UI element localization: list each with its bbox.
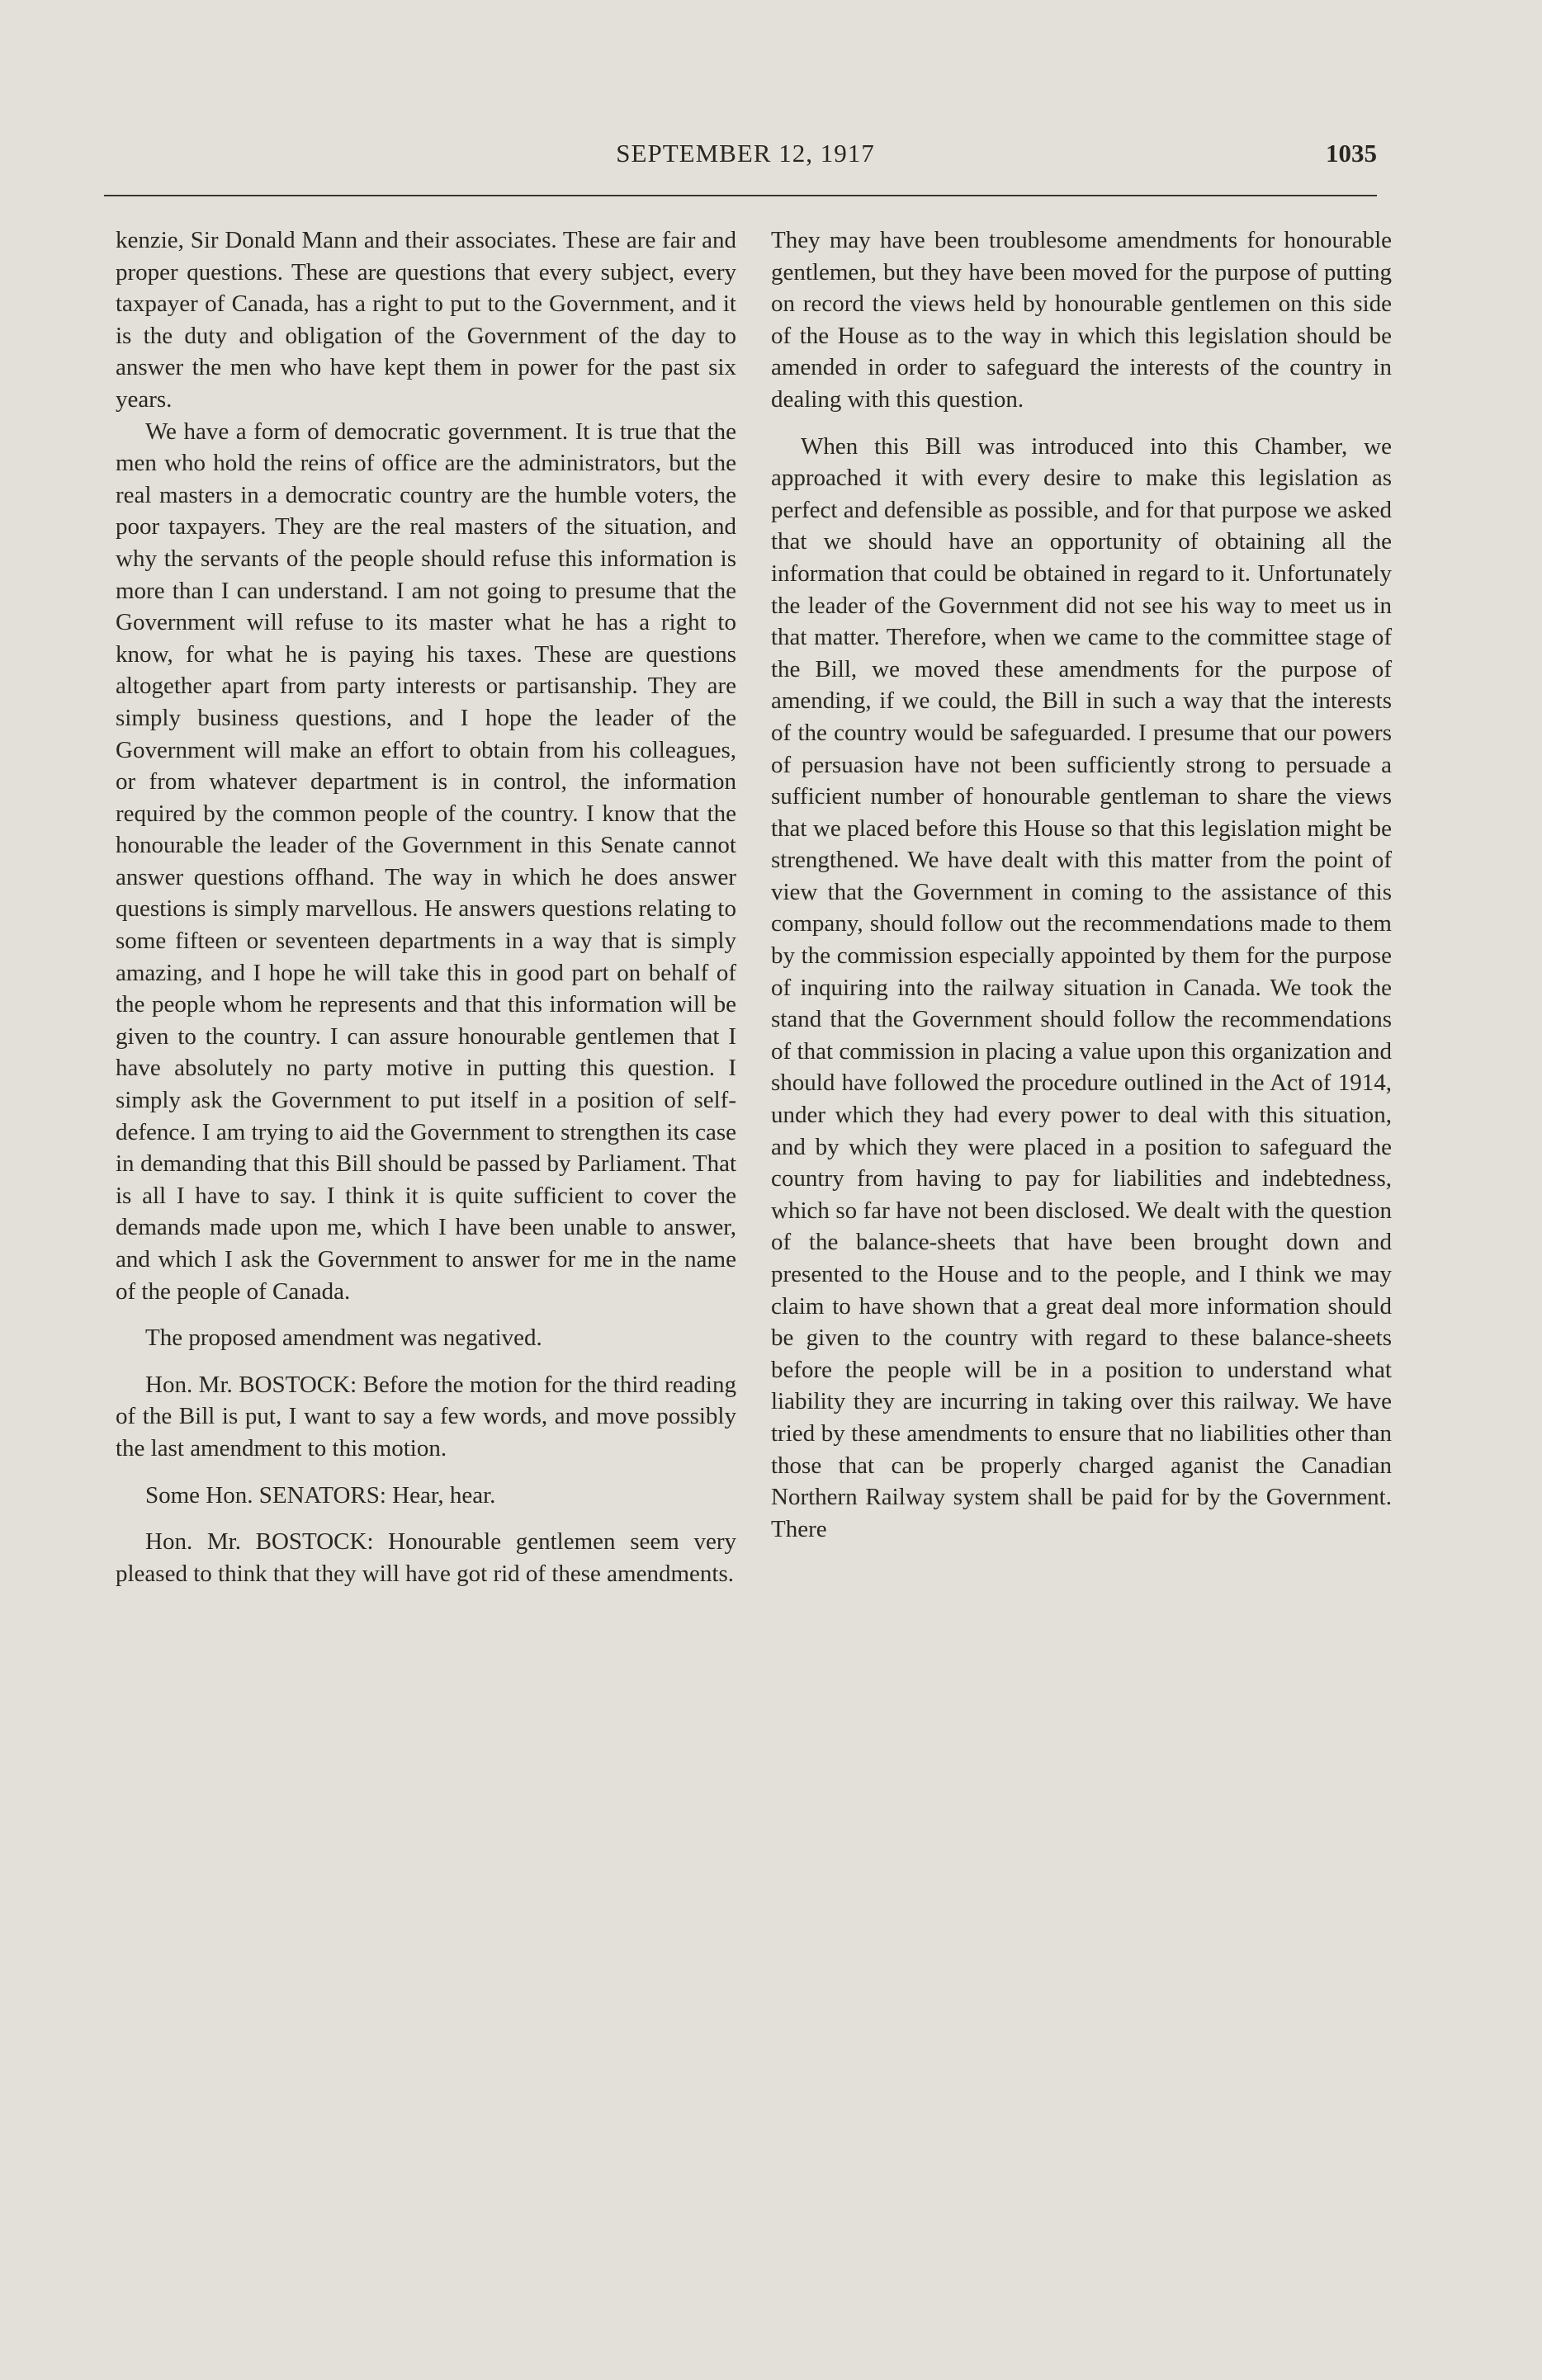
paragraph: The proposed amendment was negatived.	[145, 1325, 542, 1352]
paragraph: kenzie, Sir Donald Mann and their associates. These are fair and proper questions. These are questions that every subject, every taxpayer of Canada, has a right to put to the Government, and it is the duty and obligation of the Government of the day to answer the men who have kept them in power for the past six years.	[116, 227, 736, 413]
paragraph: They may have been troublesome amendments for honourable gentlemen, but they have been moved for the purpose of putting on record the views held by honourable gentlemen on this side of the House as to the way in which this legislation should be amended in order to safeguard the interests of the country in dealing with this question.	[771, 227, 1392, 413]
right-column	[771, 224, 1392, 1545]
header-rule	[104, 195, 1377, 196]
left-column	[116, 224, 736, 1589]
header-date: SEPTEMBER 12, 1917	[616, 139, 875, 168]
paragraph: Hon. Mr. BOSTOCK: Before the motion for the third reading of the Bill is put, I want to say a few words, and move possibly the last amendment to this motion.	[116, 1371, 736, 1462]
paragraph: Some Hon. SENATORS: Hear, hear.	[145, 1481, 496, 1509]
page-number: 1035	[1326, 139, 1377, 168]
page-header	[114, 139, 1377, 180]
paragraph: We have a form of democratic government. It is true that the men who hold the reins of office are the administrators, but the real masters in a democratic country are the humble voters, the poor taxpayers. They are the real masters of the situation, and why the servants of the people should refuse this information is more than I can understand. I am not going to presume that the Government will refuse to its master what he has a right to know, for what he is paying his taxes. These are questions altogether apart from party interests or partisanship. They are simply business questions, and I hope the leader of the Government will make an effort to obtain from his colleagues, or from whatever department is in control, the information required by the common people of the country. I know that the honourable the leader of the Government in this Senate cannot answer questions offhand. The way in which he does answer questions is simply marvellous. He answers questions relating to some fifteen or seventeen departments in a way that is simply amazing, and I hope he will take this in good part on behalf of the people whom he represents and that this information will be given to the country. I can assure honourable gentlemen that I have absolutely no party motive in putting this question. I simply ask the Government to put itself in a position of self-defence. I am trying to aid the Government to strengthen its case in demanding that this Bill should be passed by Parliament. That is all I have to say. I think it is quite sufficient to cover the demands made upon me, which I have been unable to answer, and which I ask the Government to answer for me in the name of the people of Canada.	[116, 418, 736, 1305]
paragraph: When this Bill was introduced into this Chamber, we approached it with every desire to make this legislation as perfect and defensible as possible, and for that purpose we asked that we should have an opportunity of obtaining all the information that could be obtained in regard to it. Unfortunately the leader of the Government did not see his way to meet us in that matter. Therefore, when we came to the committee stage of the Bill, we moved these amendments for the purpose of amending, if we could, the Bill in such a way that the interests of the country would be safeguarded. I presume that our powers of persuasion have not been sufficiently strong to persuade a sufficient number of honourable gentleman to share the views that we placed before this House so that this legislation might be strengthened. We have dealt with this matter from the point of view that the Government in coming to the assistance of this company, should follow out the recommendations made to them by the commission especially appointed by them for the purpose of inquiring into the railway situation in Canada. We took the stand that the Government should follow the recommendations of that commission in placing a value upon this organization and should have followed the procedure outlined in the Act of 1914, under which they had every power to deal with this situation, and by which they were placed in a position to safeguard the country from having to pay for liabilities and indebtedness, which so far have not been disclosed. We dealt with the question of the balance-sheets that have been brought down and presented to the House and to the people, and I think we may claim to have shown that a great deal more information should be given to the country with regard to these balance-sheets before the people will be in a position to understand what liability they are incurring in taking over this railway. We have tried by these amendments to ensure that no liabilities other than those that can be properly charged aganist the Canadian Northern Railway system shall be paid for by the Government. There	[771, 432, 1392, 1542]
paragraph: Hon. Mr. BOSTOCK: Honourable gentlemen seem very pleased to think that they will have got rid of these amendments.	[116, 1528, 736, 1587]
